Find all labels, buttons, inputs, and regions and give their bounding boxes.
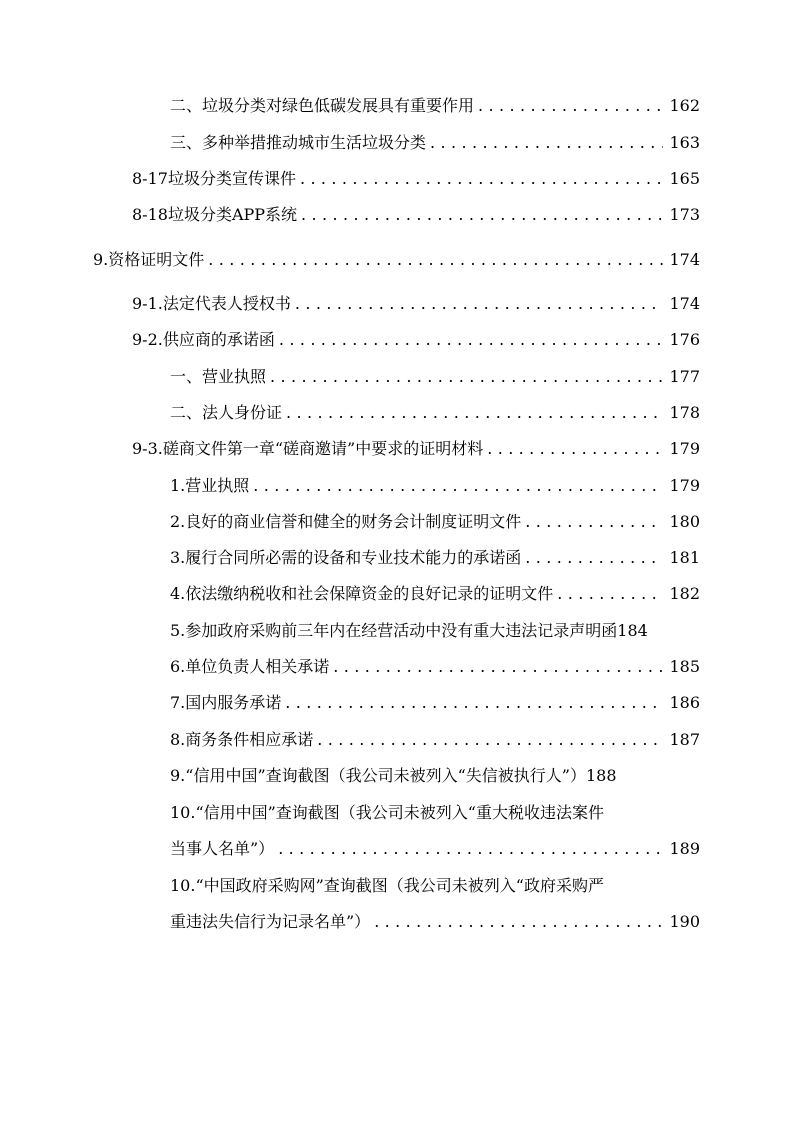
toc-entry-page: 187 bbox=[669, 730, 700, 749]
toc-entry-page: 178 bbox=[669, 403, 700, 422]
toc-leader-dots bbox=[525, 511, 663, 533]
toc-leader-dots bbox=[208, 249, 663, 271]
toc-leader-dots bbox=[279, 329, 664, 351]
toc-entry-title: 8-18垃圾分类APP系统 bbox=[132, 205, 298, 224]
toc-entry[interactable] bbox=[170, 132, 700, 154]
toc-entry[interactable] bbox=[170, 838, 700, 860]
toc-entry[interactable] bbox=[170, 656, 700, 678]
toc-entry-page: 165 bbox=[669, 169, 700, 188]
toc-entry-title: 8-17垃圾分类宣传课件 bbox=[132, 169, 296, 188]
toc-entry-title: 9.“信用中国”查询截图（我公司未被列入“失信被执行人”） bbox=[170, 766, 586, 785]
toc-entry[interactable] bbox=[132, 438, 700, 460]
toc-entry-page: 182 bbox=[669, 584, 700, 603]
toc-entry[interactable] bbox=[170, 547, 700, 569]
toc-entry-page: 162 bbox=[669, 96, 700, 115]
toc-entry-title: 8.商务条件相应承诺 bbox=[170, 730, 314, 749]
toc-entry-page: 179 bbox=[669, 476, 700, 495]
toc-entry-page: 189 bbox=[669, 839, 700, 858]
toc-entry-page: 188 bbox=[586, 766, 617, 785]
toc-entry[interactable] bbox=[170, 729, 700, 751]
toc-entry-page: 181 bbox=[669, 548, 700, 567]
toc-leader-dots bbox=[301, 204, 663, 226]
toc-entry-page: 174 bbox=[669, 294, 700, 313]
toc-entry-title: 4.依法缴纳税收和社会保障资金的良好记录的证明文件 bbox=[170, 584, 554, 603]
toc-entry-page: 190 bbox=[669, 912, 700, 931]
toc-entry-title: 3.履行合同所必需的设备和专业技术能力的承诺函 bbox=[170, 548, 522, 567]
toc-leader-dots bbox=[478, 95, 663, 117]
toc-entry-page: 185 bbox=[669, 657, 700, 676]
toc-entry[interactable] bbox=[170, 583, 700, 605]
toc-entry[interactable] bbox=[170, 95, 700, 117]
toc-entry-title: 三、多种举措推动城市生活垃圾分类 bbox=[170, 133, 427, 152]
toc-leader-dots bbox=[286, 402, 663, 424]
toc-leader-dots bbox=[295, 293, 664, 315]
toc-entry-title: 9.资格证明文件 bbox=[93, 250, 205, 269]
toc-entry-title-line2: 当事人名单”） bbox=[170, 839, 275, 858]
toc-entry-title: 9-2.供应商的承诺函 bbox=[132, 330, 275, 349]
toc-leader-dots bbox=[557, 583, 663, 605]
toc-entry-title: 1.营业执照 bbox=[170, 476, 250, 495]
toc-entry[interactable] bbox=[132, 168, 700, 190]
toc-entry-title: 7.国内服务承诺 bbox=[170, 693, 282, 712]
toc-entry-title-line1[interactable]: 10.“信用中国”查询截图（我公司未被列入“重大税收违法案件 bbox=[170, 803, 604, 822]
toc-leader-dots bbox=[300, 168, 664, 190]
toc-entry[interactable] bbox=[132, 293, 700, 315]
toc-entry[interactable] bbox=[132, 204, 700, 226]
toc-entry[interactable] bbox=[170, 475, 700, 497]
toc-entry[interactable] bbox=[170, 692, 700, 714]
toc-entry[interactable] bbox=[170, 511, 700, 533]
toc-leader-dots bbox=[430, 132, 663, 154]
toc-entry-title: 2.良好的商业信誉和健全的财务会计制度证明文件 bbox=[170, 512, 522, 531]
toc-entry-title-line1[interactable]: 10.“中国政府采购网”查询截图（我公司未被列入“政府采购严 bbox=[170, 876, 604, 895]
toc-entry-page: 173 bbox=[669, 205, 700, 224]
toc-leader-dots bbox=[270, 366, 663, 388]
toc-entry-page: 176 bbox=[669, 330, 700, 349]
toc-entry-page: 177 bbox=[669, 367, 700, 386]
toc-entry-page: 163 bbox=[669, 133, 700, 152]
toc-entry[interactable] bbox=[132, 329, 700, 351]
toc-entry[interactable] bbox=[170, 911, 700, 933]
toc-entry[interactable] bbox=[93, 249, 700, 271]
toc-leader-dots bbox=[333, 656, 663, 678]
toc-leader-dots bbox=[374, 911, 663, 933]
toc-leader-dots bbox=[278, 838, 663, 860]
toc-entry-title: 6.单位负责人相关承诺 bbox=[170, 657, 330, 676]
toc-entry-page: 184 bbox=[617, 621, 648, 640]
toc-entry-title-line2: 重违法失信行为记录名单”） bbox=[170, 912, 371, 931]
toc-entry-page: 174 bbox=[669, 250, 700, 269]
toc-entry[interactable] bbox=[170, 402, 700, 424]
toc-leader-dots bbox=[317, 729, 663, 751]
toc-entry-title: 二、垃圾分类对绿色低碳发展具有重要作用 bbox=[170, 96, 475, 115]
toc-entry-page: 180 bbox=[669, 512, 700, 531]
toc-leader-dots bbox=[253, 475, 663, 497]
toc-entry-page: 186 bbox=[669, 693, 700, 712]
toc-entry-title: 一、营业执照 bbox=[170, 367, 267, 386]
toc-entry-title: 二、法人身份证 bbox=[170, 403, 283, 422]
toc-entry[interactable] bbox=[170, 620, 730, 642]
toc-leader-dots bbox=[285, 692, 663, 714]
toc-entry-title: 9-3.磋商文件第一章“磋商邀请”中要求的证明材料 bbox=[132, 439, 484, 458]
toc-entry-title: 9-1.法定代表人授权书 bbox=[132, 294, 291, 313]
toc-entry[interactable] bbox=[170, 366, 700, 388]
toc-leader-dots bbox=[487, 438, 663, 460]
toc-entry-page: 179 bbox=[669, 439, 700, 458]
toc-leader-dots bbox=[525, 547, 663, 569]
toc-entry[interactable] bbox=[170, 765, 730, 787]
toc-entry-title: 5.参加政府采购前三年内在经营活动中没有重大违法记录声明函 bbox=[170, 621, 618, 640]
